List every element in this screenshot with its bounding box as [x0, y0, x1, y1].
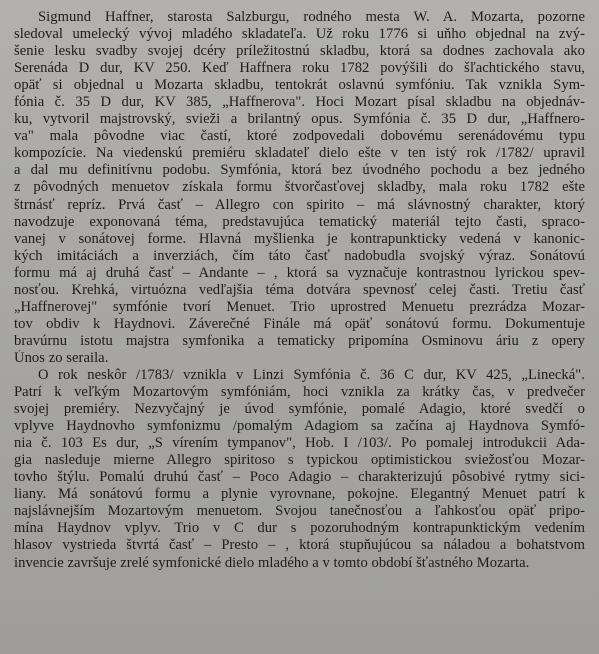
text-line: bravúrnu istotu majstra symfonika a tematicky pripomína Osminovu áriu z opery — [14, 332, 585, 349]
text-line: mína Haydnov vplyv. Trio v C dur s pozoruhodným kontrapunktickým vedením — [14, 520, 585, 537]
text-line: liany. Má sonátovú formu a plynie vyrovnane, pokojne. Elegantný Menuet patrí k — [14, 486, 585, 503]
text-line: navodzuje exponovaná téma, predstavujúca tematický materiál tejto časti, spraco- — [14, 213, 585, 230]
text-line: opäť si objednal u Mozarta skladbu, tentokrát oslavnú symfóniu. Tak vznikla Sym- — [14, 77, 585, 94]
text-line: nosťou. Krehká, virtuózna vedľajšia téma dotvára spevnosť celej časti. Tretiu časť — [14, 281, 585, 298]
text-line: formu má aj druhá časť – Andante – , ktorá sa vyznačuje kontrastnou lyrickou spev- — [14, 264, 585, 281]
text-line: a dal mu definitívnu podobu. Symfónia, ktorá bez úvodného pochodu a bez jedného — [14, 162, 585, 179]
text-line: O rok neskôr /1783/ vznikla v Linzi Symfónia č. 36 C dur, KV 425, „Linecká". — [38, 366, 585, 383]
text-line: kompozície. Na viedenskú premiéru skladateľ dielo ešte v ten istý rok /1782/ upravil — [14, 145, 585, 162]
text-line: va" mala pôvodne viac častí, ktoré zodpovedali dobovému serenádovému typu — [14, 128, 585, 145]
text-line: invencie završuje zrelé symfonické dielo mladého a v tomto období šťastného Mozarta. — [14, 554, 530, 571]
text-line: Serenáda D dur, KV 250. Keď Haffnera roku 1782 povýšili do šľachtického stavu, — [14, 60, 585, 77]
text-line: svojej premiéry. Nezvyčajný je úvod symfónie, pomalé Adagio, ktoré svedčí o — [14, 401, 585, 418]
text-line: Únos zo seraila. — [14, 349, 109, 366]
text-line: nia č. 103 Es dur, „S vírením tympanov", Hob. I /103/. Po pomalej introdukcii Ada- — [14, 435, 585, 452]
text-line: „Haffnerovej" symfónie tvorí Menuet. Trio uprostred Menuetu prezrádza Mozar- — [14, 298, 585, 315]
text-line: štrnásť repríz. Prvá časť – Allegro con spirito – má slávnostný charakter, ktorý — [14, 196, 585, 213]
text-line: najslávnejším Mozartovým menuetom. Svojou tanečnosťou a ľahkosťou opäť pripo- — [14, 503, 585, 520]
text-line: sledoval umelecký vývoj mladého skladateľa. Už roku 1776 si uňho objednal na zvý- — [14, 26, 585, 43]
text-line: fónia č. 35 D dur, KV 385, „Haffnerova". Hoci Mozart písal skladbu na objednáv- — [14, 94, 585, 111]
text-line: gia nasleduje mierne Allegro spiritoso s typickou optimistickou sviežosťou Mozar- — [14, 452, 585, 469]
text-line: Patrí k veľkým Mozartovým symfóniám, hoci vznikla za krátky čas, v predvečer — [14, 384, 585, 401]
paragraph-haffner — [14, 9, 585, 367]
paragraph-linz — [14, 367, 585, 572]
text-line: tovho štýlu. Pomalú druhú časť – Poco Adagio – charakterizujú pôsobivé rytmy sici- — [14, 469, 585, 486]
text-line: z pôvodných menuetov získala formu štvorčasťovej skladby, mala roku 1782 ešte — [14, 179, 585, 196]
text-line: šenie lesku svadby svojej dcéry príležitostnú skladbu, ktorá sa dodnes zachovala ako — [14, 43, 585, 60]
text-line: kých imitáciách a inverziách, čím táto časť nadobudla svojský výraz. Sonátovú — [14, 247, 585, 264]
text-line: vplyve Haydnovho symfonizmu /pomalým Adagiom sa začína aj Haydnova Symfó- — [14, 418, 585, 435]
text-line: ku, vytvoril majstrovský, svieži a brilantný opus. Symfónia č. 35 D dur, „Haffnero- — [14, 111, 585, 128]
text-line: vanej v sonátovej forme. Hlavná myšlienka je kontrapunkticky vedená v kanonic- — [14, 230, 585, 247]
text-line: hlasov vystrieda štvrtá časť – Presto – , ktorá stupňujúcou sa náladou a bohatstvom — [14, 537, 585, 554]
text-line: Sigmund Haffner, starosta Salzburgu, rodného mesta W. A. Mozarta, pozorne — [38, 9, 585, 25]
text-line: tov obdiv k Haydnovi. Záverečné Finále má opäť sonátovú formu. Dokumentuje — [14, 315, 585, 332]
